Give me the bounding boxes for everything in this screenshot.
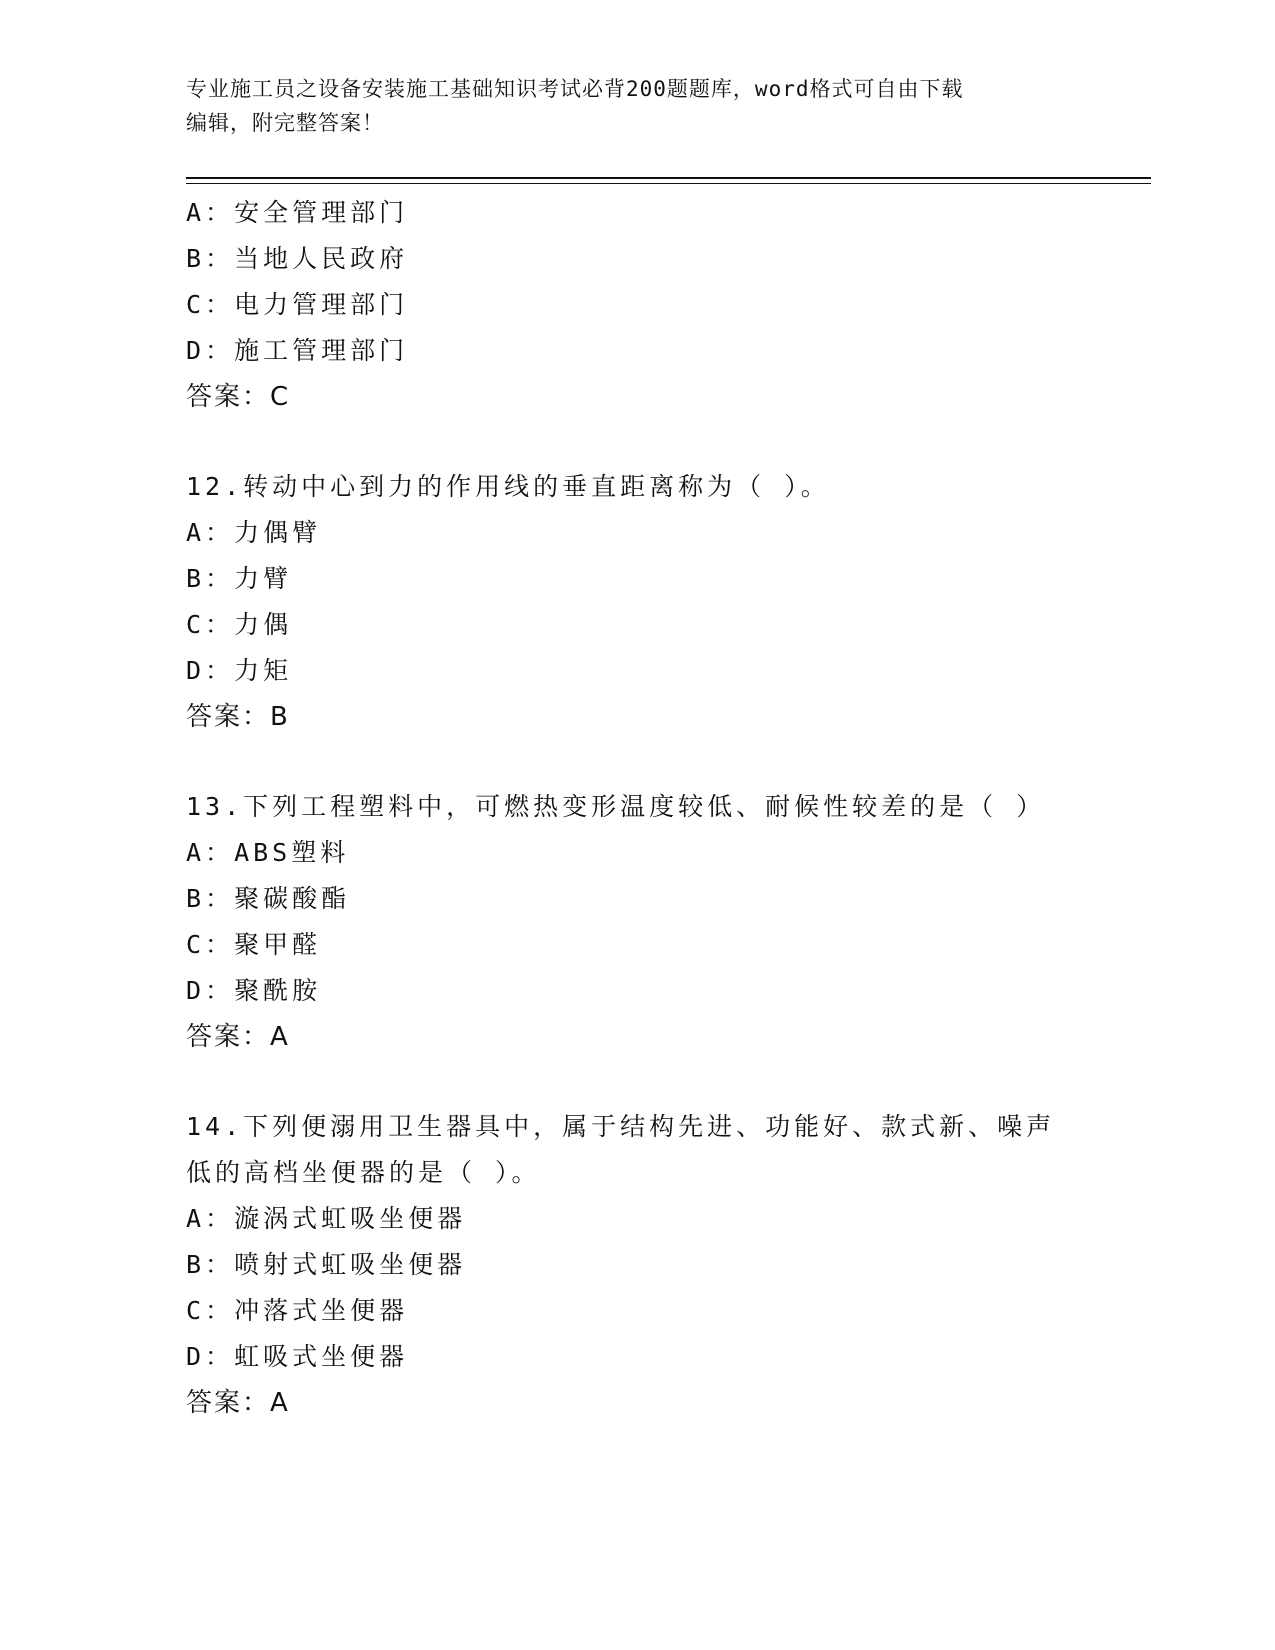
question-text: 13.下列工程塑料中，可燃热变形温度较低、耐候性较差的是（ ） <box>186 792 1046 821</box>
question-block-12 <box>186 464 1086 740</box>
answer-line: 答案：A <box>186 1388 290 1418</box>
answer-line: 答案：A <box>186 1022 290 1052</box>
question-block-14 <box>186 1104 1086 1426</box>
document-header <box>186 72 1086 140</box>
question-text: 12.转动中心到力的作用线的垂直距离称为（ ）。 <box>186 472 830 501</box>
option-a: A：安全管理部门 <box>186 198 409 227</box>
header-line-2: 编辑，附完整答案！ <box>186 111 384 135</box>
header-line-1: 专业施工员之设备安装施工基础知识考试必背200题题库，word格式可自由下载 <box>186 77 964 101</box>
option-b: B：力臂 <box>186 564 293 593</box>
option-d: D：力矩 <box>186 656 293 685</box>
answer-line: 答案：C <box>186 382 291 412</box>
option-a: A：漩涡式虹吸坐便器 <box>186 1204 467 1233</box>
header-divider-thick <box>186 177 1151 179</box>
question-block-13 <box>186 784 1086 1060</box>
option-a: A：力偶臂 <box>186 518 322 547</box>
answer-line: 答案：B <box>186 702 290 732</box>
option-c: C：聚甲醛 <box>186 930 322 959</box>
option-b: B：聚碳酸酯 <box>186 884 351 913</box>
header-divider-thin <box>186 183 1151 184</box>
option-c: C：电力管理部门 <box>186 290 409 319</box>
question-text: 14.下列便溺用卫生器具中，属于结构先进、功能好、款式新、噪声低的高档坐便器的是（ ）。 <box>186 1112 1056 1187</box>
document-body <box>186 190 1086 1426</box>
option-d: D：虹吸式坐便器 <box>186 1342 409 1371</box>
option-d: D：聚酰胺 <box>186 976 322 1005</box>
option-c: C：冲落式坐便器 <box>186 1296 409 1325</box>
option-c: C：力偶 <box>186 610 293 639</box>
option-b: B：喷射式虹吸坐便器 <box>186 1250 467 1279</box>
option-d: D：施工管理部门 <box>186 336 409 365</box>
option-b: B：当地人民政府 <box>186 244 409 273</box>
question-block-11 <box>186 190 1086 420</box>
option-a: A：ABS塑料 <box>186 838 350 867</box>
